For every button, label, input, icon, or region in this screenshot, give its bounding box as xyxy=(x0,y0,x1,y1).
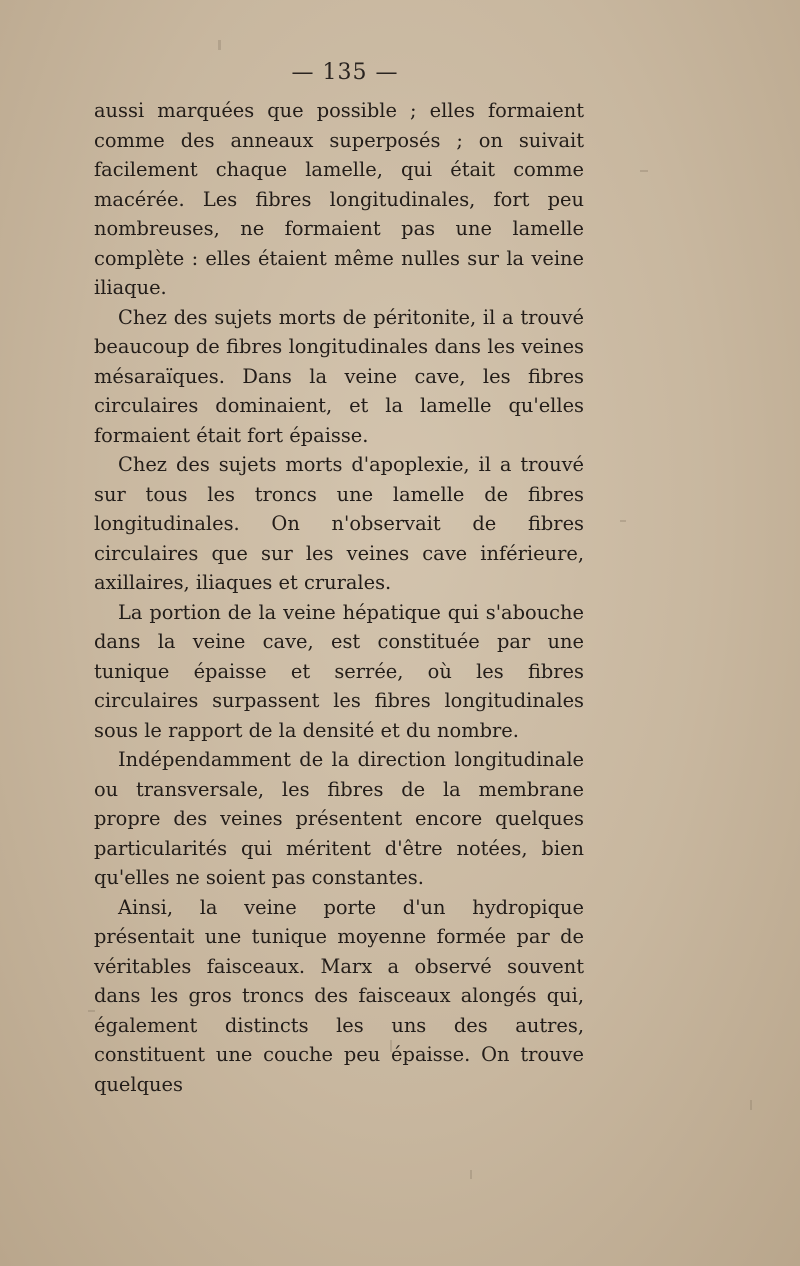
paragraph-6: Ainsi, la veine porte d'un hydropique présentait une tunique moyenne formée par de véritables faisceaux. Marx a observé souvent dans les gros troncs des faisceaux alongés qui, également distincts les uns des autres, constituent une couche peu épaisse. On trouve quelques xyxy=(94,895,584,1096)
paper-speck xyxy=(218,40,221,50)
paper-speck xyxy=(750,1100,752,1110)
paper-speck xyxy=(620,520,626,522)
paragraph-1: aussi marquées que possible ; elles formaient comme des anneaux superposés ; on suivait facilement chaque lamelle, qui était comme macérée. Les fibres longitudinales, fort peu nombreuses, ne formaient pas une lamelle complète : elles étaient même nulles sur la veine iliaque. xyxy=(94,99,584,299)
paragraph-4: La portion de la veine hépatique qui s'abouche dans la veine cave, est constituée par une tunique épaisse et serrée, où les fibres circulaires surpassent les fibres longitudinales sous le rapport de la densité et du nombre. xyxy=(94,600,584,742)
paper-speck xyxy=(88,1010,95,1012)
paper-speck xyxy=(640,170,648,172)
page-number: — 135 — xyxy=(291,60,399,85)
paragraph-3: Chez des sujets morts d'apoplexie, il a trouvé sur tous les troncs une lamelle de fibres longitudinales. On n'observait de fibres circulaires que sur les veines cave inférieure, axillaires, iliaques et crurales. xyxy=(94,453,584,594)
paragraph-2: Chez des sujets morts de péritonite, il a trouvé beaucoup de fibres longitudinales dans les veines mésaraïques. Dans la veine cave, les fibres circulaires dominaient, et la lamelle qu'elles formaient était fort épaisse. xyxy=(94,305,584,447)
body-text xyxy=(94,96,584,1099)
paper-speck xyxy=(470,1170,472,1179)
paragraph-5: Indépendamment de la direction longitudinale ou transversale, les fibres de la membrane propre des veines présentent encore quelques particularités qui méritent d'être notées, bien qu'elles ne soient pas constantes. xyxy=(94,748,584,889)
paper-speck xyxy=(390,1040,392,1052)
